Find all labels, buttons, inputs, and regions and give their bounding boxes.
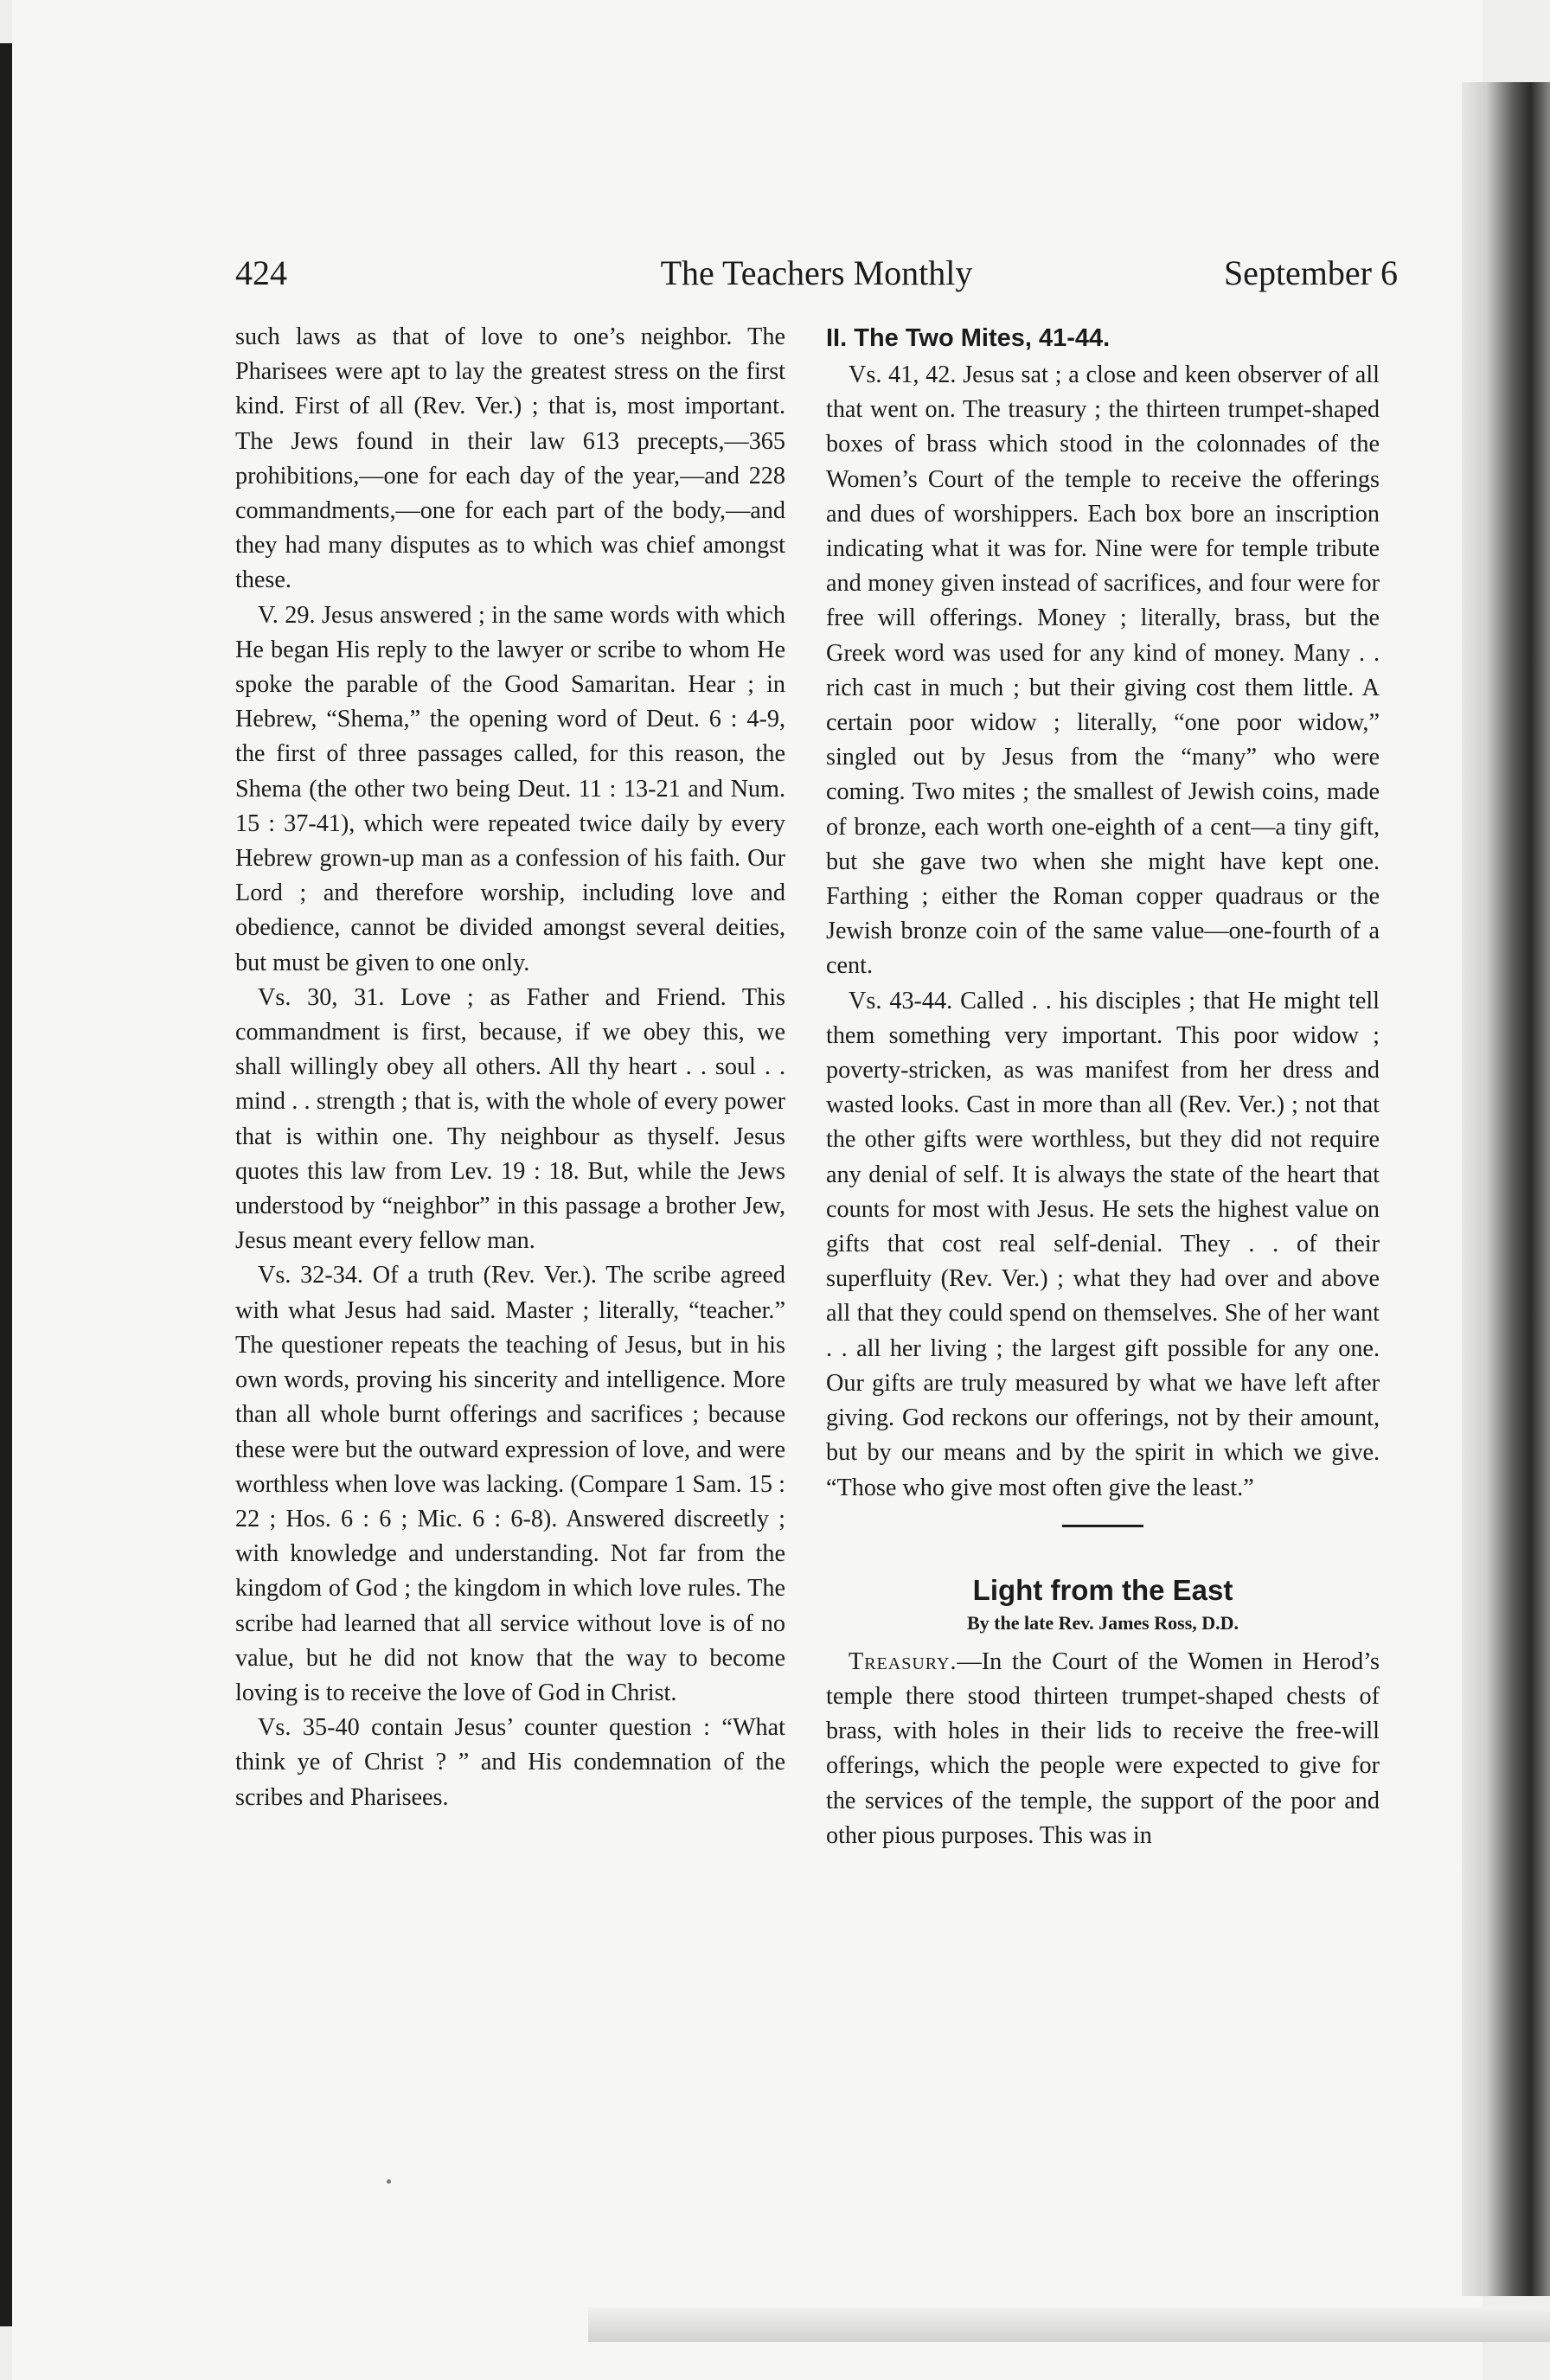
article-byline: By the late Rev. James Ross, D.D. [966, 1611, 1239, 1634]
article-title: Light from the East [972, 1573, 1233, 1606]
right-paragraph-2: Vs. 43-44. Called . . his disciples ; that He might tell them something very important. This poor widow ; poverty-stricken, as was manifest from her dress and wasted looks. Cast in more than all (Rev. Ver.) ; not that the other gifts were worthless, but they did not require any denial of self. It is always the state of the heart that counts for most with Jesus. He sets the highest value on gifts that cost real self-denial. They . . of their superfluity (Rev. Ver.) ; what they had over and above all that they could spend on themselves. She of her want . . all her living ; the largest gift possible for any one. Our gifts are truly measured by what we have left after giving. God reckons our offerings, not by their amount, but by our means and by the spirit in which we give. “Those who give most often give the least.” [826, 987, 1380, 1501]
book-right-edge [1462, 82, 1550, 2296]
right-paragraph-1: Vs. 41, 42. Jesus sat ; a close and keen observer of all that went on. The treasury ; the thirteen trumpet-shaped boxes of brass which stood in the colonnades of the Women’s Court of the temple to receive the offerings and dues of worshippers. Each box bore an inscription indicating what it was for. Nine were for temple tribute and money given instead of sacrifices, and four were for free will offerings. Money ; literally, brass, but the Greek word was used for any kind of money. Many . . rich cast in much ; but their giving cost them little. A certain poor widow ; literally, “one poor widow,” singled out by Jesus from the “many” who were coming. Two mites ; the smallest of Jewish coins, made of bronze, each worth one-eighth of a cent—a tiny gift, but she gave two when she might have kept one. Farthing ; either the Roman copper quadraus or the Jewish bronze coin of the same value—one-fourth of a cent. [826, 361, 1380, 980]
section-heading: II. The Two Mites, 41-44. [826, 324, 1111, 352]
right-paragraph-3-text: —In the Court of the Women in Herod’s temple there stood thirteen trumpet-shaped chests of brass, with holes in their lids to receive the free-will offerings, which the people were expected to give for the services of the temple, the support of the poor and other pious purposes. This was in [826, 1647, 1380, 1849]
running-title: The Teachers Monthly [660, 253, 973, 292]
left-paragraph-3: Vs. 30, 31. Love ; as Father and Friend. This commandment is first, because, if we obey this, we shall willingly obey all others. All thy heart . . soul . . mind . . strength ; that is, with the whole of every power that is within one. Thy neighbour as thyself. Jesus quotes this law from Lev. 19 : 18. But, while the Jews understood by “neighbor” in this passage a brother Jew, Jesus meant every fellow man. [235, 983, 785, 1255]
page-number: 424 [235, 253, 287, 292]
left-column [235, 320, 785, 1815]
right-paragraph-3 [826, 1645, 1380, 1853]
ink-dot [387, 2179, 391, 2184]
left-paragraph-5: Vs. 35-40 contain Jesus’ counter question : “What think ye of Christ ? ” and His condemnation of the scribes and Pharisees. [235, 1714, 785, 1811]
section-divider [1062, 1525, 1143, 1527]
treasury-lead: Treasury. [849, 1647, 958, 1675]
issue-date: September 6 [1223, 253, 1398, 292]
book-bottom-edge [588, 2307, 1550, 2342]
right-column [826, 320, 1380, 1853]
left-paragraph-2: V. 29. Jesus answered ; in the same words with which He began His reply to the lawyer or scribe to whom He spoke the parable of the Good Samaritan. Hear ; in Hebrew, “Shema,” the opening word of Deut. 6 : 4-9, the first of three passages called, for this reason, the Shema (the other two being Deut. 11 : 13-21 and Num. 15 : 37-41), which were repeated twice daily by every Hebrew grown-up man as a confession of his faith. Our Lord ; and therefore worship, including love and obedience, cannot be divided amongst several deities, but must be given to one only. [235, 601, 785, 976]
left-paragraph-1: such laws as that of love to one’s neighbor. The Pharisees were apt to lay the greatest stress on the first kind. First of all (Rev. Ver.) ; that is, most important. The Jews found in their law 613 precepts,—365 prohibitions,—one for each day of the year,—and 228 commandments,—one for each part of the body,—and they had many disputes as to which was chief amongst these. [235, 323, 785, 594]
left-paragraph-4: Vs. 32-34. Of a truth (Rev. Ver.). The scribe agreed with what Jesus had said. Master ; literally, “teacher.” The questioner repeats the teaching of Jesus, but in his own words, proving his sincerity and intelligence. More than all whole burnt offerings and sacrifices ; because these were but the outward expression of love, and were worthless when love was lacking. (Compare 1 Sam. 15 : 22 ; Hos. 6 : 6 ; Mic. 6 : 6-8). Answered discreetly ; with knowledge and understanding. Not far from the kingdom of God ; the kingdom in which love rules. The scribe had learned that all service without love is of no value, but he did not know that the way to become loving is to receive the love of God in Christ. [235, 1262, 785, 1706]
scan-left-edge [0, 43, 12, 2326]
page-header [235, 253, 1398, 304]
